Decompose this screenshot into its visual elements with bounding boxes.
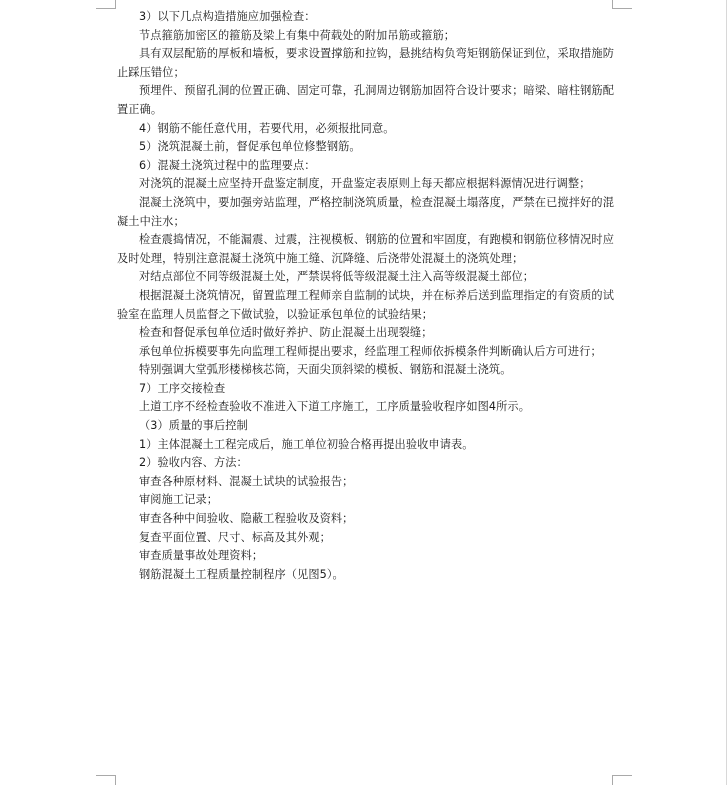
- list-item: 钢筋混凝土工程质量控制程序（见图5）。: [139, 567, 344, 581]
- paragraph: 2）验收内容、方法：: [139, 456, 248, 470]
- paragraph: 混凝土浇筑中，要加强旁站监理，严格控制浇筑质量，检查混凝土塌落度，严禁在已搅拌好的混凝土中注水；: [117, 195, 614, 228]
- paragraph: 6）混凝土浇筑过程中的监理要点：: [139, 158, 316, 172]
- list-item: 复查平面位置、尺寸、标高及其外观；: [139, 530, 331, 544]
- crop-mark-bottom-right: [612, 775, 632, 776]
- paragraph: 检查和督促承包单位适时做好养护、防止混凝土出现裂缝；: [139, 326, 433, 340]
- section-heading: 7）工序交接检查: [139, 381, 226, 395]
- paragraph: 1）主体混凝土工程完成后，施工单位初验合格再提出验收申请表。: [139, 437, 474, 451]
- paragraph: 4）钢筋不能任意代用，若要代用，必须报批同意。: [139, 121, 395, 135]
- paragraph: 节点箍筋加密区的箍筋及梁上有集中荷载处的附加吊筋或箍筋；: [139, 28, 456, 42]
- list-item: 审阅施工记录；: [139, 493, 219, 507]
- paragraph: 对结点部位不同等级混凝土处，严禁误将低等级混凝土注入高等级混凝土部位；: [139, 270, 535, 284]
- crop-mark-top-left-vertical: [115, 0, 116, 9]
- paragraph: 上道工序不经检查验收不准进入下道工序施工，工序质量验收程序如图4所示。: [139, 400, 530, 414]
- paragraph: 5）浇筑混凝土前，督促承包单位修整钢筋。: [139, 140, 361, 154]
- section-heading: （3）质量的事后控制: [139, 419, 248, 433]
- document-body: [117, 8, 614, 584]
- crop-mark-bottom-left: [96, 775, 116, 776]
- paragraph: 检查震捣情况，不能漏震、过震，注视模板、钢筋的位置和牢固度，有跑模和钢筋位移情况时应及时处理，特别注意混凝土浇筑中施工缝、沉降缝、后浇带处混凝土的浇筑处理；: [117, 233, 614, 265]
- paragraph: 具有双层配筋的厚板和墙板，要求设置撑筋和拉钩，悬挑结构负弯矩钢筋保证到位，采取措施防止踩压错位；: [117, 47, 614, 79]
- paragraph: 承包单位拆模要事先向监理工程师提出要求，经监理工程师依拆模条件判断确认后方可进行；: [139, 344, 602, 358]
- crop-mark-bottom-left-vertical: [115, 775, 116, 785]
- crop-mark-top-right: [612, 8, 632, 9]
- paragraph: 3）以下几点构造措施应加强检查：: [139, 10, 316, 23]
- list-item: 审查各种中间验收、隐蔽工程验收及资料；: [139, 512, 354, 526]
- paragraph: 预埋件、预留孔洞的位置正确、固定可靠，孔洞周边钢筋加固符合设计要求；暗梁、暗柱钢筋配置正确。: [117, 84, 614, 116]
- paragraph: 根据混凝土浇筑情况，留置监理工程师亲自监制的试块，并在标养后送到监理指定的有资质的试验室在监理人员监督之下做试验，以验证承包单位的试验结果；: [117, 288, 614, 321]
- crop-mark-top-left: [96, 8, 116, 9]
- paragraph: 特别强调大堂弧形楼梯核芯筒，天面尖顶斜梁的模板、钢筋和混凝土浇筑。: [139, 363, 512, 377]
- crop-mark-bottom-right-vertical: [612, 775, 613, 785]
- paragraph: 对浇筑的混凝土应坚持开盘鉴定制度，开盘鉴定表原则上每天都应根据料源情况进行调整；: [139, 177, 591, 191]
- list-item: 审查各种原材料、混凝土试块的试验报告；: [139, 474, 354, 488]
- list-item: 审查质量事故处理资料；: [139, 549, 264, 563]
